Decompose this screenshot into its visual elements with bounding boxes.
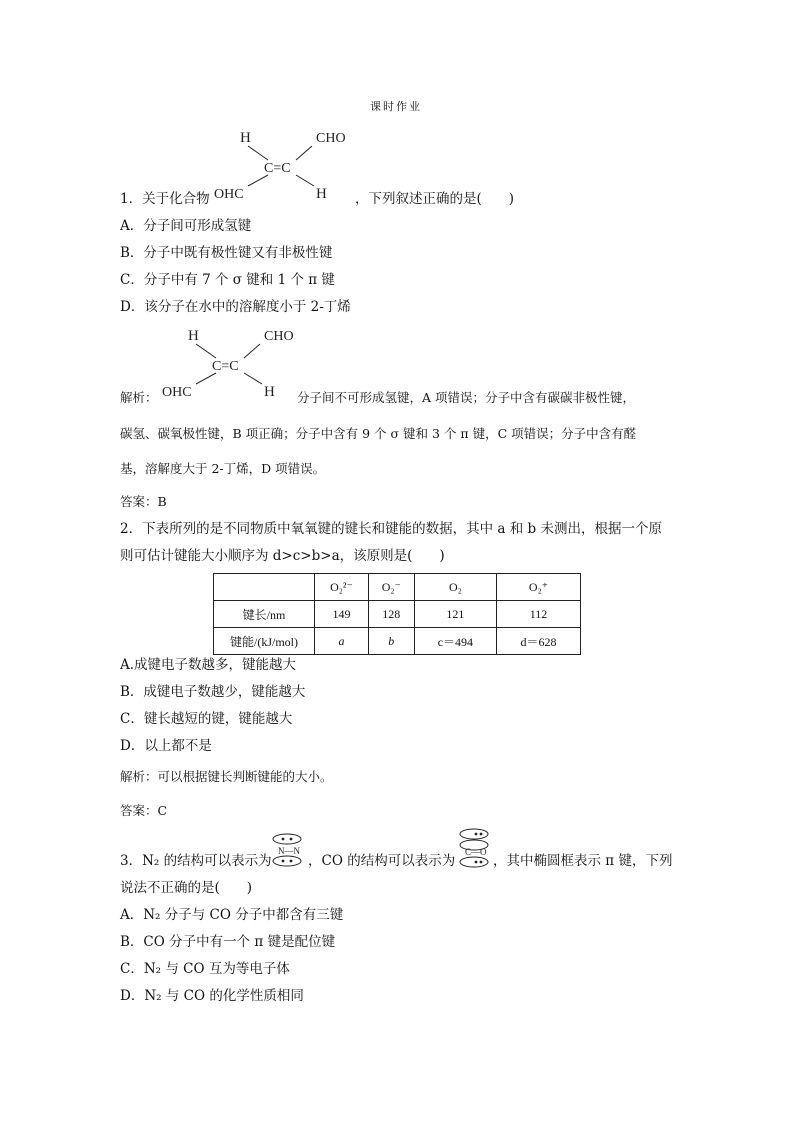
q2-analysis: 解析：可以根据键长判断键能的大小。 — [120, 769, 333, 784]
table-cell: 121 — [414, 601, 496, 628]
co-label: C—O — [465, 847, 487, 857]
q2-option-c: C．键长越短的键，键能越大 — [120, 711, 293, 727]
table-cell: 128 — [368, 601, 414, 628]
q1-analysis-line-3: 基，溶解度大于 2-丁烯，D 项错误。 — [120, 461, 326, 476]
mol-cho: CHO — [316, 131, 346, 146]
table-header-cell — [214, 574, 315, 601]
q2-option-b: B．成键电子数越少，键能越大 — [120, 684, 306, 700]
table-cell: d＝628 — [497, 628, 581, 655]
mol2-center: C=C — [212, 359, 239, 374]
q3-option-b: B．CO 分子中有一个 π 键是配位键 — [120, 934, 336, 950]
q1-option-d: D．该分子在水中的溶解度小于 2-丁烯 — [120, 299, 351, 315]
q1-option-b: B．分子中既有极性键又有非极性键 — [120, 245, 333, 261]
q1-option-a: A．分子间可形成氢键 — [120, 218, 252, 234]
table-row — [214, 601, 581, 628]
molecule-structure-1 — [212, 126, 362, 206]
mol2-h-bottom: H — [264, 384, 275, 400]
q3-option-d: D．N₂ 与 CO 的化学性质相同 — [120, 988, 304, 1004]
n2-label: N—N — [278, 846, 300, 856]
q1-analysis-label: 解析： — [120, 390, 158, 405]
q3-stem-part-a: 3．N₂ 的结构可以表示为 — [120, 853, 272, 869]
table-cell: a — [315, 628, 369, 655]
q3-option-a: A．N₂ 分子与 CO 分子中都含有三键 — [120, 907, 344, 923]
mol-ohc: OHC — [214, 187, 244, 202]
table-header-cell: O₂²⁻ — [315, 574, 369, 601]
q1-stem-prefix: 1．关于化合物 — [120, 191, 210, 207]
n2-structure-icon — [269, 832, 305, 868]
table-header-cell: O₂⁺ — [497, 574, 581, 601]
table-cell: 112 — [497, 601, 581, 628]
q2-stem-line-2: 则可估计键能大小顺序为 d>c>b>a，该原则是( ) — [120, 548, 445, 564]
q2-option-a: A.成键电子数越多，键能越大 — [120, 657, 297, 673]
q1-answer: 答案：B — [120, 494, 167, 509]
q1-analysis-line-1: 分子间不可形成氢键，A 项错误；分子中含有碳碳非极性键， — [297, 390, 636, 405]
q2-answer: 答案：C — [120, 803, 168, 818]
mol2-cho: CHO — [264, 329, 294, 344]
table-cell: 键能/(kJ/mol) — [214, 628, 315, 655]
q3-stem-line-2: 说法不正确的是( ) — [120, 880, 253, 896]
mol2-h-top: H — [188, 328, 199, 344]
q3-stem-part-b: ，CO 的结构可以表示为 — [308, 853, 456, 869]
table-cell: 键长/nm — [214, 601, 315, 628]
molecule-structure-2 — [160, 324, 310, 404]
mol-center: C=C — [264, 161, 291, 176]
mol-h-top: H — [240, 130, 251, 146]
q3-stem-part-c: ，其中椭圆框表示 π 键，下列 — [493, 853, 673, 869]
table-header-row — [214, 574, 581, 601]
q1-stem-suffix: ，下列叙述正确的是( ) — [355, 191, 515, 207]
table-header-cell: O₂⁻ — [368, 574, 414, 601]
page-title: 课时作业 — [370, 100, 422, 113]
q2-stem-line-1: 2．下表所列的是不同物质中氧氧键的键长和键能的数据，其中 a 和 b 未测出，根据一个原 — [120, 521, 662, 537]
q1-option-c: C．分子中有 7 个 σ 键和 1 个 π 键 — [120, 272, 335, 288]
bond-data-table — [213, 573, 581, 655]
q1-analysis-line-2: 碳氢、碳氧极性键，B 项正确；分子中含有 9 个 σ 键和 3 个 π 键，C 项错误；分子中含有醛 — [120, 426, 637, 441]
mol2-ohc: OHC — [162, 385, 192, 400]
mol-h-bottom: H — [316, 186, 327, 202]
table-cell: c＝494 — [414, 628, 496, 655]
table-header-cell: O₂ — [414, 574, 496, 601]
q3-option-c: C．N₂ 与 CO 互为等电子体 — [120, 961, 290, 977]
table-row — [214, 628, 581, 655]
co-structure-icon — [456, 828, 492, 868]
table-cell: b — [368, 628, 414, 655]
q2-option-d: D．以上都不是 — [120, 738, 212, 754]
table-cell: 149 — [315, 601, 369, 628]
